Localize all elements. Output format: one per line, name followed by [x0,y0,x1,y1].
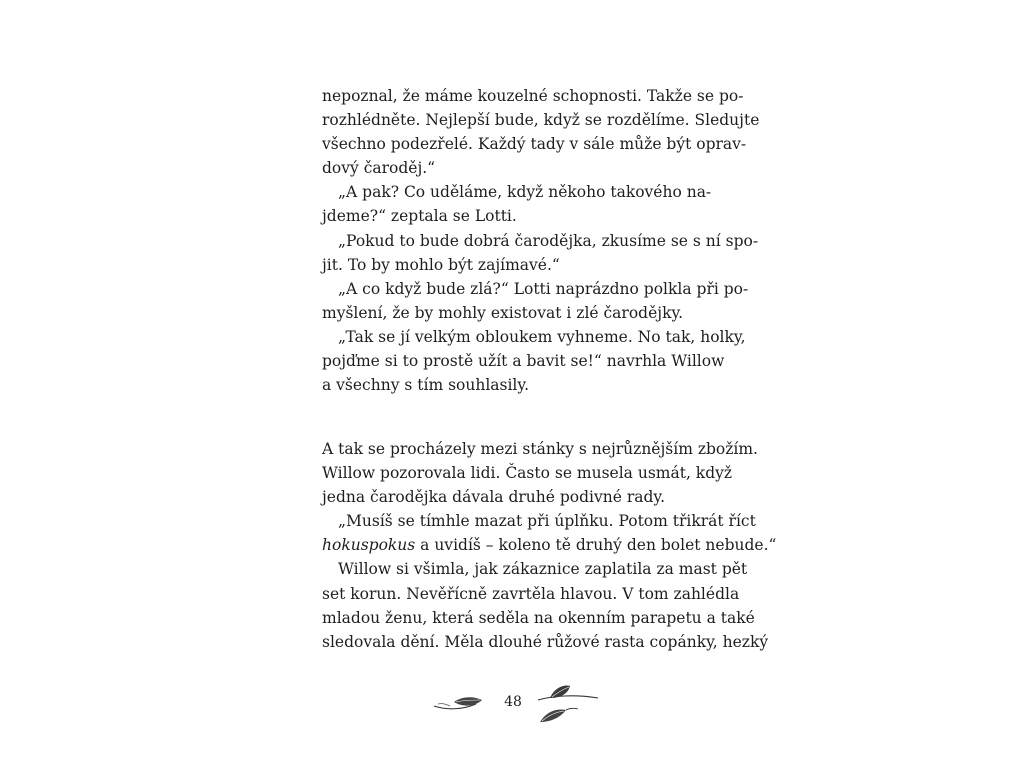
text-line: „A co když bude zlá?“ Lotti naprázdno polkla při po- [338,279,749,298]
leaf-ornament-right-icon [536,682,602,726]
text-line: mladou ženu, která seděla na okenním parapetu a také [322,608,755,627]
text-line: Willow si všimla, jak zákaznice zaplatila za mast pět [338,560,748,579]
paragraph [322,325,746,397]
text-line: A tak se procházely mezi stánky s nejrůznějším zbožím. [322,440,758,458]
text-line [322,533,777,557]
text-line: sledovala dění. Měla dlouhé růžové rasta copánky, hezký [322,632,769,651]
paragraph [322,437,758,509]
text-line: „A pak? Co uděláme, když někoho takového na- [338,183,712,202]
text-line: všechno podezřelé. Každý tady v sále může být oprav- [322,135,747,154]
page-number: 48 [504,694,522,710]
text-line: „Tak se jí velkým obloukem vyhneme. No tak, holky, [338,327,746,346]
italic-word: hokuspokus [322,536,416,555]
paragraph [322,557,769,653]
text-line: jedna čarodějka dávala druhé podivné rady. [322,488,666,507]
text-line: a všechny s tím souhlasily. [322,376,530,395]
paragraph [322,180,712,228]
paragraph [322,277,749,325]
text-block-lower [322,437,777,654]
line-rest: a uvidíš – koleno tě druhý den bolet nebude.“ [415,536,777,555]
page-footer [0,686,1024,736]
text-line: dový čaroděj.“ [322,159,436,178]
text-line: set korun. Nevěřícně zavrtěla hlavou. V tom zahlédla [322,584,740,603]
paragraph [322,84,760,180]
text-line: Willow pozorovala lidi. Často se musela usmát, když [322,464,733,483]
text-line: „Musíš se tímhle mazat při úplňku. Potom třikrát říct [338,512,756,531]
paragraph [322,229,759,277]
text-line: pojďme si to prostě užít a bavit se!“ navrhla Willow [322,352,725,371]
text-line: jit. To by mohlo být zajímavé.“ [322,255,560,274]
text-line: jdeme?“ zeptala se Lotti. [322,207,517,226]
text-line: nepoznal, že máme kouzelné schopnosti. Takže se po- [322,87,744,105]
text-line: „Pokud to bude dobrá čarodějka, zkusíme se s ní spo- [338,231,759,250]
text-block-upper [322,84,760,397]
text-line: rozhlédněte. Nejlepší bude, když se rozdělíme. Sledujte [322,111,760,130]
leaf-ornament-left-icon [432,690,490,712]
text-line: myšlení, že by mohly existovat i zlé čarodějky. [322,303,684,322]
paragraph [322,509,777,557]
